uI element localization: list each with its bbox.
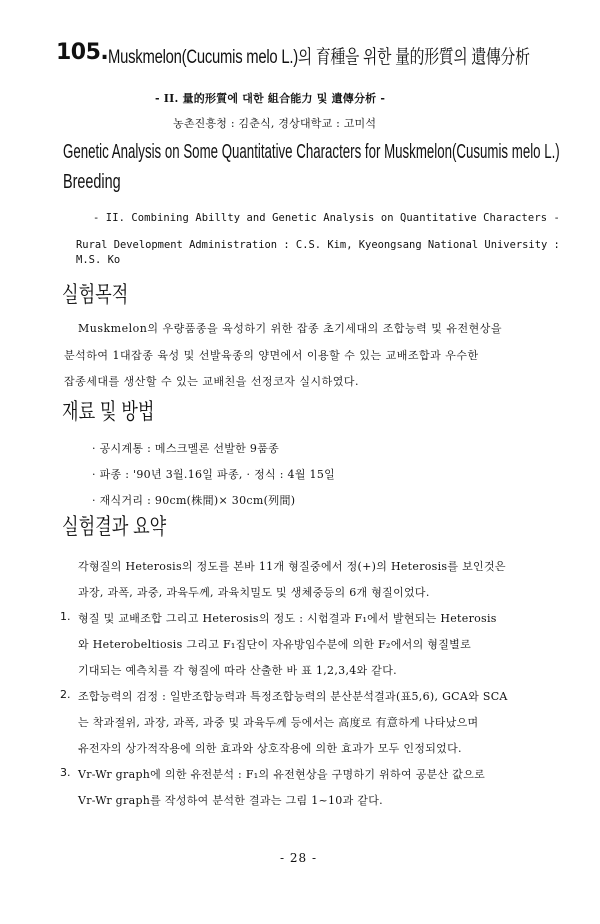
- title-english-line-2: Breeding: [63, 171, 121, 193]
- objective-line-1: Muskmelon의 우량품종을 육성하기 위한 잡종 초기세대의 조합능력 및 유전현상을: [78, 322, 502, 335]
- result-item-1-line-3: 기대되는 예측치를 각 형질에 따라 산출한 바 표 1,2,3,4와 같다.: [78, 664, 397, 677]
- affiliation-english-line-1: Rural Development Administration : C.S. Kim, Kyeongsang National University :: [76, 239, 560, 251]
- affiliation-english-line-2: M.S. Ko: [76, 254, 121, 266]
- article-number: 105.: [56, 40, 109, 65]
- result-item-2-number: 2.: [60, 688, 71, 701]
- material-item-2: · 파종 : '90년 3월.16일 파종, · 정식 : 4월 15일: [92, 468, 336, 481]
- result-item-1-number: 1.: [60, 610, 71, 623]
- section-heading-materials: 재료 및 방법: [62, 399, 155, 424]
- results-intro-line-2: 과장, 과폭, 과중, 과육두께, 과육치밀도 및 생체중등의 6개 형질이었다.: [78, 586, 430, 599]
- affiliation-korean: 농촌진흥청 : 김춘식, 경상대학교 : 고미석: [173, 117, 377, 130]
- result-item-1-line-2: 와 Heterobeltiosis 그리고 F₁집단이 자유방임수분에 의한 F₂에서의 형질별로: [78, 638, 472, 651]
- result-item-2-line-1: 조합능력의 검정 : 일반조합능력과 특정조합능력의 분산분석결과(표5,6), GCA와 SCA: [78, 690, 508, 703]
- material-item-3: · 재식거리 : 90cm(株間)× 30cm(列間): [92, 494, 296, 507]
- title-english-line-1: Genetic Analysis on Some Quantitative Characters for Muskmelon(Cusumis melo L.): [63, 141, 560, 163]
- section-heading-objective: 실험목적: [62, 282, 129, 307]
- result-item-2-line-2: 는 착과절위, 과장, 과폭, 과중 및 과육두께 등에서는 高度로 有意하게 나타났으며: [78, 716, 479, 729]
- result-item-3-number: 3.: [60, 766, 71, 779]
- result-item-3-line-2: Vr-Wr graph를 작성하여 분석한 결과는 그림 1~10과 같다.: [78, 794, 383, 807]
- result-item-2-line-3: 유전자의 상가적작용에 의한 효과와 상호작용에 의한 효과가 모두 인정되었다.: [78, 742, 462, 755]
- subtitle-english: - II. Combining Abillty and Genetic Analysis on Quantitative Characters -: [93, 212, 560, 224]
- page-number: - 28 -: [280, 851, 318, 865]
- subtitle-korean: - II. 量的形質에 대한 組合能力 및 遺傳分析 -: [155, 92, 386, 105]
- result-item-1-line-1: 형질 및 교배조합 그리고 Heterosis의 정도 : 시험결과 F₁에서 발현되는 Heterosis: [78, 612, 497, 625]
- section-heading-results: 실험결과 요약: [62, 514, 167, 539]
- material-item-1: · 공시계통 : 메스크멜론 선발한 9품종: [92, 442, 280, 455]
- results-intro-line-1: 각형질의 Heterosis의 정도를 본바 11개 형질중에서 정(+)의 Heterosis를 보인것은: [78, 560, 506, 573]
- result-item-3-line-1: Vr-Wr graph에 의한 유전분석 : F₁의 유전현상을 구명하기 위하여 공분산 값으로: [78, 768, 486, 781]
- objective-line-2: 분석하여 1대잡종 육성 및 선발육종의 양면에서 이용할 수 있는 교배조합과 우수한: [64, 349, 479, 362]
- title-korean: Muskmelon(Cucumis melo L.)의 育種을 위한 量的形質의 遺傳分析: [108, 47, 530, 68]
- objective-line-3: 잡종세대를 생산할 수 있는 교배친을 선정코자 실시하였다.: [64, 375, 359, 388]
